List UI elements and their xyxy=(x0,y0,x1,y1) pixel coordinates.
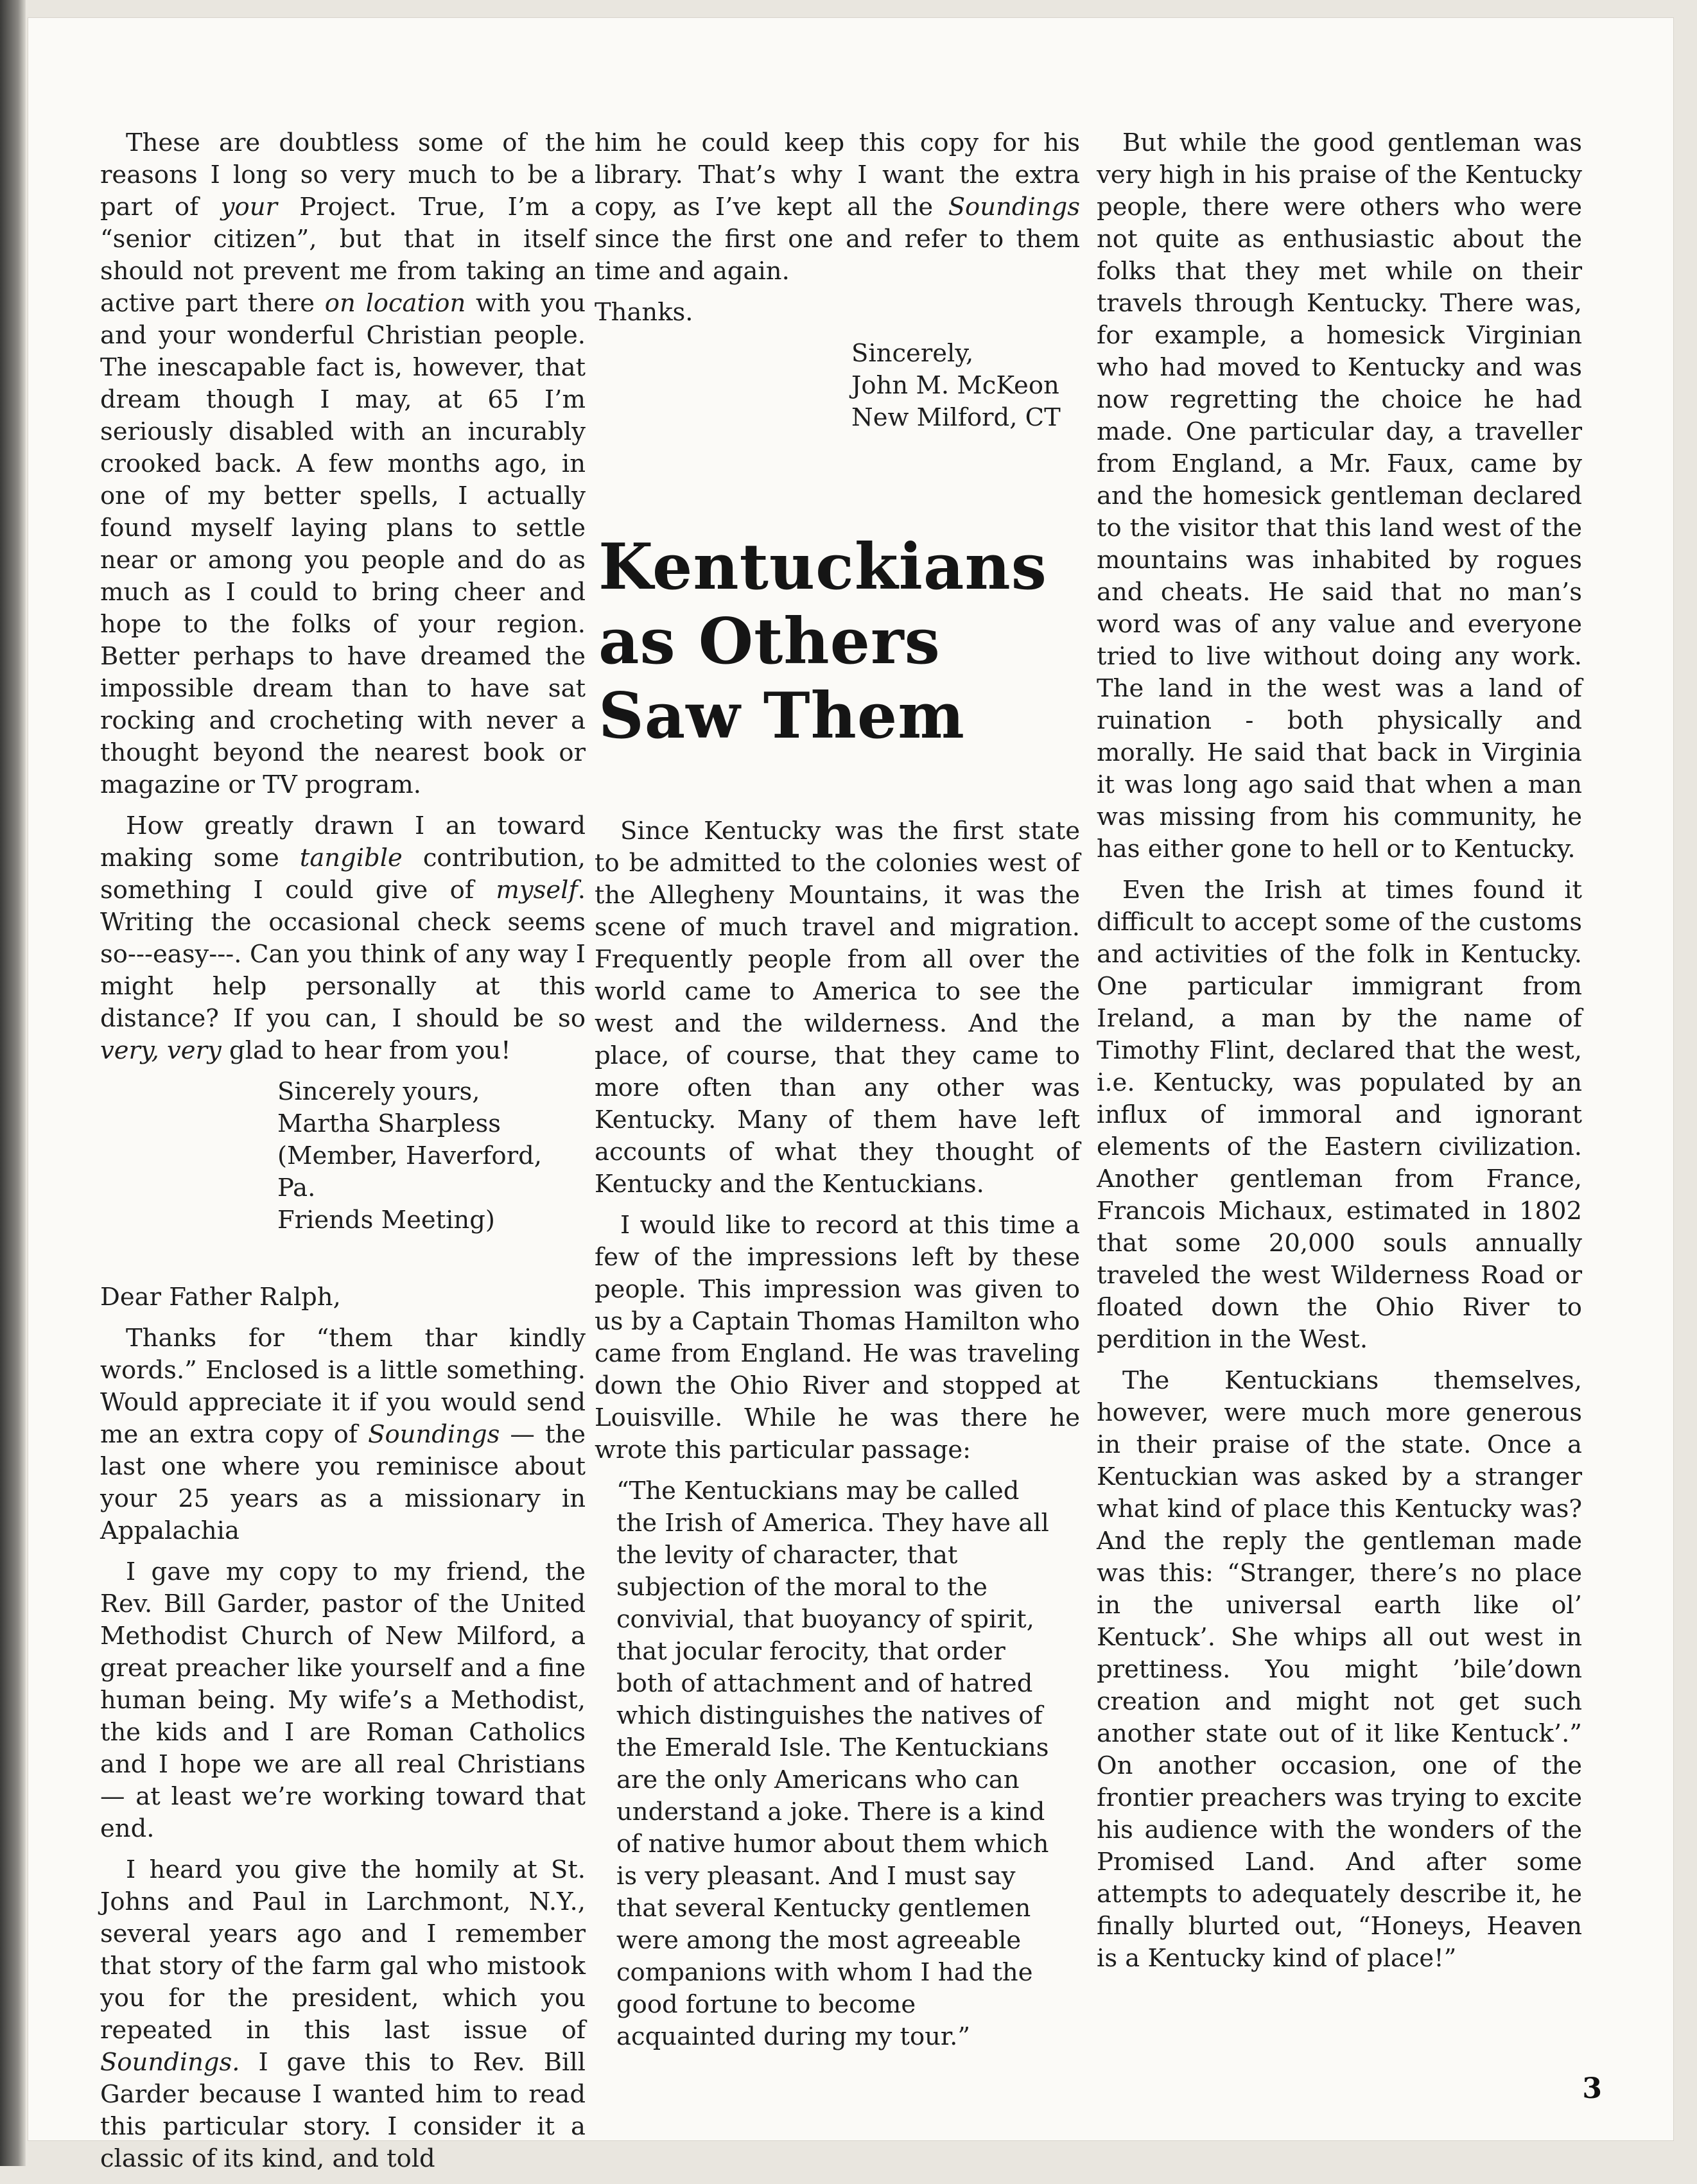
letter-paragraph: How greatly drawn I an toward making some tangible contribution, something I could give of myself. Writing the occasional check seems so---easy---. Can you think of any way I might help personally at this distance? If you can, I should be so very, very glad to hear from you! xyxy=(100,811,586,1065)
column-left xyxy=(100,127,586,2184)
column-middle xyxy=(595,127,1080,2062)
article-paragraph: Since Kentucky was the first state to be admitted to the colonies west of the Allegheny Mountains, it was the scene of much travel and migration. Frequently people from all over the world came to America to see the west and the wilderness. And the place, of course, that they came to more often than any other was Kentucky. Many of them have left accounts of what they thought of Kentucky and the Kentuckians. xyxy=(595,817,1080,1199)
signature-john-mckeon: Sincerely, John M. McKeon New Milford, CT xyxy=(851,339,1061,432)
column-right xyxy=(1097,127,1582,1984)
article-paragraph: I would like to record at this time a few of the impressions left by these people. This impression was given to us by a Captain Thomas Hamilton who came from England. He was traveling down the Ohio River and stopped at Louisville. While he was there he wrote this particular passage: xyxy=(595,1211,1080,1464)
article-paragraph: But while the good gentleman was very high in his praise of the Kentucky people, there were others who were not quite as enthusiastic about the folks that they met while on their travels through Kentucky. There was, for example, a homesick Virginian who had moved to Kentucky and was now regretting the choice he had made. One particular day, a traveller from England, a Mr. Faux, came by and the homesick gentleman declared to the visitor that this land west of the mountains was inhabited by rogues and cheats. He said that no man’s word was of any value and everyone tried to live without doing any work. The land in the west was a land of ruination - both physically and morally. He said that back in Virginia it was long ago said that when a man was missing from his community, he has either gone to hell or to Kentucky. xyxy=(1097,128,1582,863)
magazine-page xyxy=(28,18,1673,2173)
letter-paragraph: him he could keep this copy for his library. That’s why I want the extra copy, as I’ve kept all the Soundings since the first one and refer to them time and again. xyxy=(595,128,1080,286)
signature-martha-sharpless: Sincerely yours, Martha Sharpless (Member, Haverford, Pa. Friends Meeting) xyxy=(277,1077,542,1235)
letter-paragraph: I gave my copy to my friend, the Rev. Bill Garder, pastor of the United Methodist Church of New Milford, a great preacher like yourself and a fine human being. My wife’s a Methodist, the kids and I are Roman Catholics and I hope we are all real Christians — at least we’re working toward that end. xyxy=(100,1557,586,1843)
letter-paragraph: Thanks for “them thar kindly words.” Enclosed is a little something. Would appreciate it if you would send me an extra copy of Soundings — the last one where you reminisce about your 25 years as a missionary in Appalachia xyxy=(100,1324,586,1545)
letter-paragraph: These are doubtless some of the reasons I long so very much to be a part of your Project. True, I’m a “senior citizen”, but that in itself should not prevent me from taking an active part there on location with you and your wonderful Christian people. The inescapable fact is, however, that dream though I may, at 65 I’m seriously disabled with an incurably crooked back. A few months ago, in one of my better spells, I actually found myself laying plans to settle near or among you people and do as much as I could to bring cheer and hope to the folks of your region. Better perhaps to have dreamed the impossible dream than to have sat rocking and crocheting with never a thought beyond the nearest book or magazine or TV program. xyxy=(100,128,586,799)
thanks-line: Thanks. xyxy=(595,298,693,327)
article-paragraph: The Kentuckians themselves, however, were much more generous in their praise of the state. Once a Kentuckian was asked by a stranger what kind of place this Kentucky was? And the reply the gentleman made was this: “Stranger, there’s no place in the universal earth like ol’ Kentuck’. She whips all out west in prettiness. You might ’bile’down creation and might not get such another state out of it like Kentuck’.” On another occasion, one of the frontier preachers was trying to excite his audience with the wonders of the Promised Land. And after some attempts to adequately describe it, he finally blurted out, “Honeys, Heaven is a Kentucky kind of place!” xyxy=(1097,1366,1582,1973)
article-headline: Kentuckians as Others Saw Them xyxy=(598,530,1047,753)
salutation: Dear Father Ralph, xyxy=(100,1283,341,1312)
binding-spine xyxy=(0,0,26,2166)
article-paragraph: Even the Irish at times found it difficult to accept some of the customs and activities of the folk in Kentucky. One particular immigrant from Ireland, a man by the name of Timothy Flint, declared that the west, i.e. Kentucky, was populated by an influx of immoral and ignorant elements of the Eastern civilization. Another gentleman from France, Francois Michaux, estimated in 1802 that some 20,000 souls annually traveled the west Wilderness Road or floated down the Ohio River to perdition in the West. xyxy=(1097,876,1582,1354)
letter-paragraph: I heard you give the homily at St. Johns and Paul in Larchmont, N.Y., several years ago and I remember that story of the farm gal who mistook you for the president, which you repeated in this last issue of Soundings. I gave this to Rev. Bill Garder because I wanted him to read this particular story. I consider it a classic of its kind, and told xyxy=(100,1855,586,2173)
page-number: 3 xyxy=(1582,2072,1602,2105)
block-quote: “The Kentuckians may be called the Irish of America. They have all the levity of character, that subjection of the moral to the convivial, that buoyancy of spirit, that jocular ferocity, that order both of attachment and of hatred which distinguishes the natives of the Emerald Isle. The Kentuckians are the only Americans who can understand a joke. There is a kind of native humor about them which is very pleasant. And I must say that several Kentucky gentlemen were among the most agreeable companions with whom I had the good fortune to become acquainted during my tour.” xyxy=(616,1477,1049,2051)
